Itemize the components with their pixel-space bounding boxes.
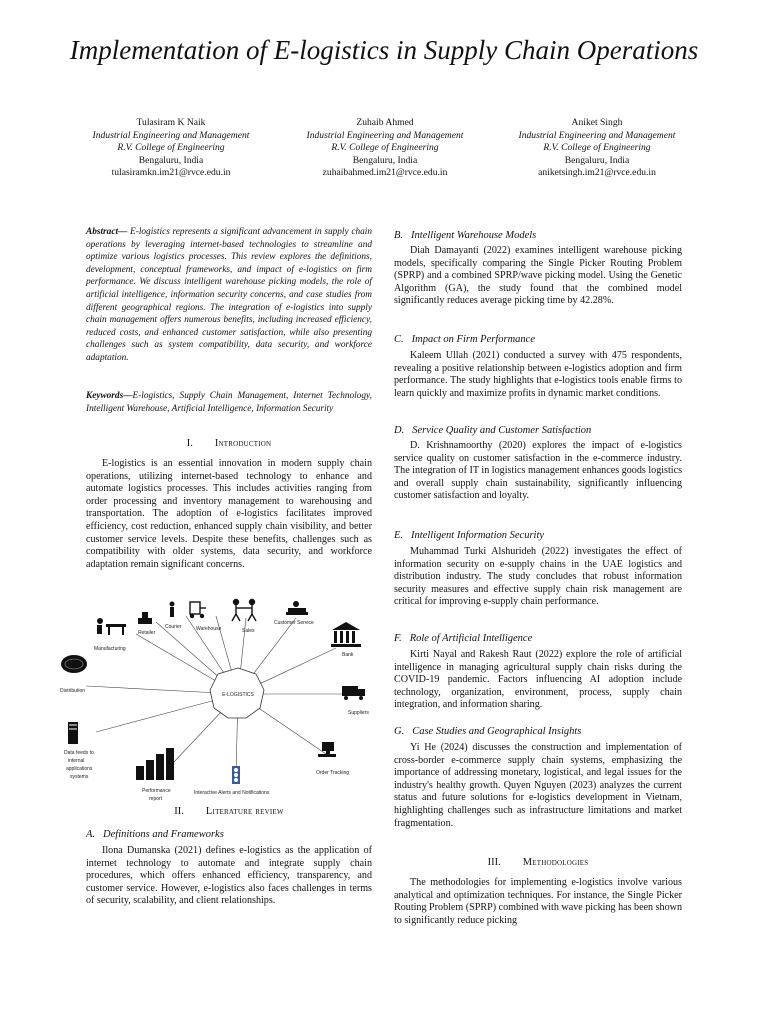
abstract bbox=[86, 226, 372, 365]
author-name: Tulasiram K Naik bbox=[136, 117, 206, 128]
keywords-label: Keywords bbox=[86, 391, 124, 401]
ai-paragraph: Kirti Nayal and Rakesh Raut (2022) explore the role of artificial intelligence in managing agricultural supply chain risks during the COVID-19 pandemic. Factors influencing AI adoption include technology, organization, environment, process, supply chain integration, and information sharing. bbox=[394, 649, 682, 711]
keywords-dash: — bbox=[123, 391, 133, 401]
introduction-paragraph: E-logistics is an essential innovation in modern supply chain operations, utilizing internet-based technology to enhance and automate logistics processes. This includes activities ranging from order processing and inventory management to warehousing and transportation. The adoption of e-logistics facilitates improved efficiency, cost reduction, enhanced supply chain visibility, and better customer service levels. Despite these benefits, challenges such as compatibility with older systems, data security, and workforce adaptation remain significant concerns. bbox=[86, 458, 372, 570]
customer-service-label: Customer Service bbox=[274, 620, 314, 626]
bank-label: Bank bbox=[342, 652, 354, 658]
subsection-number: B. bbox=[394, 230, 404, 241]
data-feeds-server-icon bbox=[68, 722, 78, 744]
author-location: Bengaluru, India bbox=[138, 154, 204, 166]
suppliers-label: Suppliers bbox=[348, 710, 369, 716]
subsection-heading-case-studies bbox=[394, 725, 581, 738]
order-tracking-icon bbox=[318, 742, 336, 757]
subsection-title: Case Studies and Geographical Insights bbox=[412, 726, 582, 737]
abstract-label: Abstract bbox=[86, 227, 119, 237]
section-number: II. bbox=[174, 806, 184, 817]
data-feeds-label-2: internal bbox=[68, 758, 85, 764]
order-tracking-label: Order Tracking bbox=[316, 770, 350, 776]
section-number: I. bbox=[186, 438, 193, 449]
performance-label-2: report bbox=[149, 796, 163, 802]
section-heading-introduction bbox=[86, 438, 372, 449]
sales-label: Sales bbox=[242, 628, 255, 634]
subsection-heading-definitions bbox=[86, 828, 224, 841]
subsection-heading-service-quality bbox=[394, 424, 591, 437]
methodologies-paragraph: The methodologies for implementing e-logistics involve various analytical and optimization techniques. For instance, the Single Picker Routing Problem (SPRP) combined with wave picking has been shown to significantly reduce picking bbox=[394, 877, 682, 926]
customer-service-icon bbox=[286, 601, 308, 615]
retailer-icon bbox=[138, 612, 152, 624]
firm-performance-paragraph: Kaleem Ullah (2021) conducted a survey with 475 respondents, revealing a positive relationship between e-logistics adoption and firm performance. The study highlights that e-logistics tools enable firms to learn quickly and maximize profits in dynamic market conditions. bbox=[394, 350, 682, 399]
author-email: tulasiramkn.im21@rvce.edu.in bbox=[111, 167, 231, 179]
abstract-dash: — bbox=[118, 227, 128, 237]
subsection-title: Role of Artificial Intelligence bbox=[409, 633, 533, 644]
sales-icon bbox=[232, 600, 256, 622]
performance-bar-icon bbox=[136, 748, 174, 780]
bank-icon bbox=[331, 622, 361, 647]
author-college: R.V. College of Engineering bbox=[117, 142, 225, 154]
suppliers-truck-icon bbox=[342, 686, 365, 700]
e-logistics-figure bbox=[56, 594, 376, 804]
manufacturing-icon bbox=[97, 618, 126, 635]
section-title: Literature review bbox=[205, 806, 284, 817]
distribution-label: Distribution bbox=[60, 688, 86, 694]
service-quality-paragraph: D. Krishnamoorthy (2020) explores the impact of e-logistics service quality on customer satisfaction in the e-commerce industry. The integration of IT in logistics management enhances goods logistics and overall supply chain sustainability, significantly influencing customer satisfaction and loyalty. bbox=[394, 440, 682, 502]
author-name: Aniket Singh bbox=[571, 117, 623, 128]
author-email: aniketsingh.im21@rvce.edu.in bbox=[538, 167, 656, 179]
data-feeds-label-1: Data feeds to bbox=[64, 750, 94, 756]
subsection-title: Intelligent Information Security bbox=[411, 530, 545, 541]
subsection-heading-information-security bbox=[394, 529, 544, 542]
author-college: R.V. College of Engineering bbox=[543, 142, 651, 154]
author-block-3 bbox=[512, 117, 682, 180]
subsection-number: F. bbox=[394, 633, 402, 644]
information-security-paragraph: Muhammad Turki Alshurideh (2022) investigates the effect of information security on e-supply chains in the UAE logistics and distribution industry. The study concludes that robust information security measures and effective supply chain risk management are critical for improving e-supply chain performance. bbox=[394, 546, 682, 608]
section-number: III. bbox=[487, 857, 501, 868]
data-feeds-label-4: systems bbox=[70, 774, 89, 780]
section-title: Methodologies bbox=[522, 857, 589, 868]
subsection-title: Intelligent Warehouse Models bbox=[411, 230, 537, 241]
subsection-heading-ai bbox=[394, 632, 532, 645]
author-block-2 bbox=[300, 117, 470, 180]
keywords bbox=[86, 390, 372, 415]
e-logistics-diagram bbox=[56, 594, 376, 804]
author-name: Zuhaib Ahmed bbox=[356, 117, 414, 128]
section-heading-methodologies bbox=[394, 857, 682, 868]
courier-icon bbox=[170, 602, 175, 618]
subsection-number: D. bbox=[394, 425, 405, 436]
retailer-label: Retailer bbox=[138, 630, 156, 636]
subsection-title: Impact on Firm Performance bbox=[411, 334, 535, 345]
center-label: E-LOGISTICS bbox=[222, 692, 254, 698]
subsection-number: C. bbox=[394, 334, 404, 345]
keywords-text: E-logistics, Supply Chain Management, Internet Technology, Intelligent Warehouse, Artificial Intelligence, Information Security bbox=[86, 391, 372, 414]
subsection-number: E. bbox=[394, 530, 404, 541]
author-location: Bengaluru, India bbox=[564, 154, 630, 166]
abstract-text: E-logistics represents a significant advancement in supply chain operations by leveraging internet-based technologies to streamline and optimize various logistics processes. This review explores the definitions, development, conceptual frameworks, and impact of e-logistics on firm performance. We discuss intelligent warehouse picking models, the role of artificial intelligence, information security concerns, and case studies from different geographical regions. The integration of e-logistics into supply chain management offers numerous benefits, including increased efficiency, reduced costs, and enhanced customer satisfaction, while also presenting challenges such as system compatibility, data security, and workforce adaptation. bbox=[86, 227, 372, 363]
author-college: R.V. College of Engineering bbox=[331, 142, 439, 154]
section-title: Introduction bbox=[214, 438, 272, 449]
distribution-globe-icon bbox=[61, 655, 87, 673]
warehouse-label: Warehouse bbox=[196, 626, 222, 632]
author-location: Bengaluru, India bbox=[352, 154, 418, 166]
alerts-label: Interactive Alerts and Notifications bbox=[194, 790, 270, 796]
case-studies-paragraph: Yi He (2024) discusses the construction and implementation of cross-border e-commerce supply chain systems, emphasizing the importance of addressing monetary, logistical, and legal issues for the industry's healthy growth. Quyen Nguyen (2023) analyzes the current status and future solutions for e-logistics development in Vietnam, highlighting challenges such as infrastructure limitations and market fragmentation. bbox=[394, 742, 682, 829]
subsection-number: A. bbox=[86, 829, 96, 840]
paper-title: Implementation of E-logistics in Supply Chain Operations bbox=[69, 35, 699, 65]
manufacturing-label: Manufacturing bbox=[94, 646, 126, 652]
subsection-heading-firm-performance bbox=[394, 333, 535, 346]
subsection-title: Definitions and Frameworks bbox=[103, 829, 224, 840]
subsection-heading-warehouse-models bbox=[394, 229, 536, 242]
author-dept: Industrial Engineering and Management bbox=[306, 129, 464, 141]
section-heading-literature-review bbox=[86, 806, 372, 817]
subsection-number: G. bbox=[394, 726, 405, 737]
data-feeds-label-3: applications bbox=[66, 766, 93, 772]
courier-label: Courier bbox=[165, 624, 182, 630]
author-block-1 bbox=[86, 117, 256, 180]
author-email: zuhaibahmed.im21@rvce.edu.in bbox=[322, 167, 448, 179]
alerts-traffic-light-icon bbox=[232, 766, 240, 784]
warehouse-models-paragraph: Diah Damayanti (2022) examines intelligent warehouse picking models, specifically comparing the Single Picker Routing Problem (SPRP) and a combined SPRP/wave picking model. Using the Genetic Algorithm (GA), the study found that the combined model significantly reduces average picking time by 42.28%. bbox=[394, 245, 682, 307]
warehouse-icon bbox=[190, 602, 206, 618]
performance-label-1: Performance bbox=[142, 788, 171, 794]
author-dept: Industrial Engineering and Management bbox=[92, 129, 250, 141]
subsection-title: Service Quality and Customer Satisfaction bbox=[412, 425, 592, 436]
definitions-paragraph: Ilona Dumanska (2021) defines e-logistics as the application of internet technology to automate and integrate supply chain procedures, which offers enhanced efficiency, transparency, and customer service. However, e-logistics also faces challenges in terms of security, scalability, and client relationships. bbox=[86, 845, 372, 907]
author-dept: Industrial Engineering and Management bbox=[518, 129, 676, 141]
